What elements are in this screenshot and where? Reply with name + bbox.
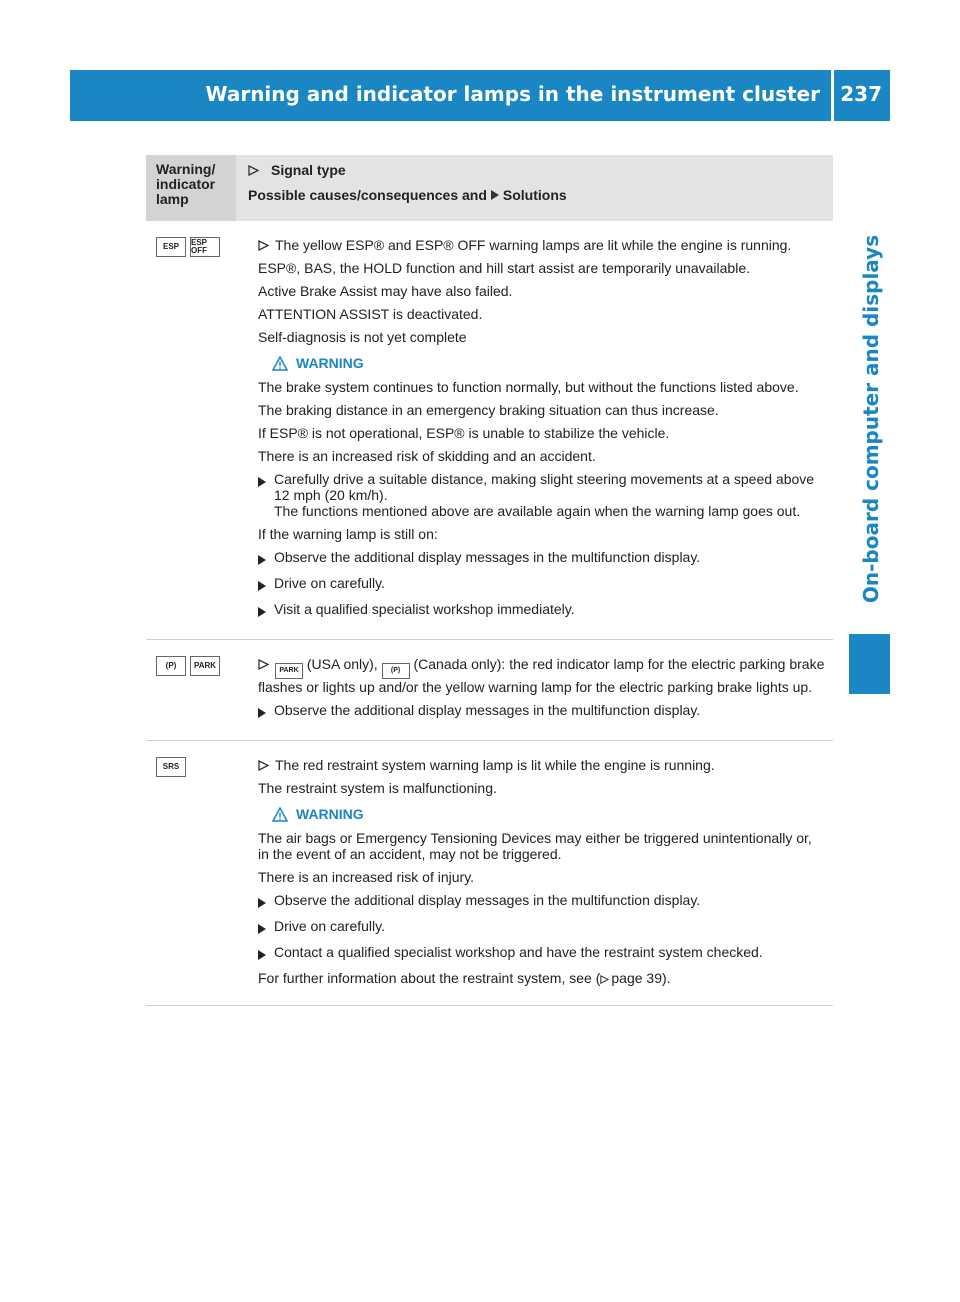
- solution-step: [258, 892, 825, 911]
- warning-text: If ESP® is not operational, ESP® is unable to stabilize the vehicle.: [258, 425, 670, 441]
- parking-brake-canada-icon: (P): [156, 656, 186, 676]
- table-row: [146, 741, 833, 1006]
- table-row: [146, 221, 833, 640]
- signal-text-a: (USA only),: [306, 656, 378, 672]
- signal-triangle-icon: [258, 240, 269, 251]
- side-section-tab: [853, 211, 890, 626]
- warning-label: WARNING: [296, 355, 364, 371]
- reference-suffix: ).: [661, 970, 671, 986]
- esp-lamp-icon: ESP: [156, 237, 186, 257]
- cause-text: Self-diagnosis is not yet complete: [258, 329, 467, 345]
- solution-step: [258, 575, 825, 594]
- cause-text: ESP®, BAS, the HOLD function and hill start assist are temporarily unavailable.: [258, 260, 750, 276]
- warning-label: WARNING: [296, 806, 364, 822]
- step-arrow-icon: [258, 924, 266, 934]
- warning-text: The air bags or Emergency Tensioning Devices may either be triggered unintentionally or, in the event of an accident, may not be triggered.: [258, 830, 812, 862]
- reference-text: [258, 970, 825, 986]
- cause-text: The restraint system is malfunctioning.: [258, 780, 497, 796]
- step-arrow-icon: [258, 708, 266, 718]
- lamp-icons: [146, 757, 246, 993]
- solution-step: [258, 918, 825, 937]
- signal-triangle-icon: [258, 760, 269, 771]
- table-row: [146, 640, 833, 741]
- solution-arrow-icon: [491, 190, 499, 200]
- chapter-title: Warning and indicator lamps in the instrument cluster: [205, 82, 820, 106]
- parking-brake-inline-icon: (P): [382, 663, 410, 679]
- step-arrow-icon: [258, 581, 266, 591]
- step-text: Drive on carefully.: [274, 575, 386, 591]
- side-section-label: On-board computer and displays: [859, 234, 884, 603]
- park-inline-icon: PARK: [275, 663, 303, 679]
- signal-triangle-icon: [248, 165, 259, 176]
- warning-triangle-icon: [272, 807, 288, 822]
- cause-text: Active Brake Assist may have also failed.: [258, 283, 513, 299]
- warning-lamp-table: [146, 155, 833, 1006]
- row-content: [246, 656, 833, 728]
- header-signal-type: Signal type: [271, 162, 346, 178]
- warning-text: There is an increased risk of skidding and an accident.: [258, 448, 596, 464]
- signal-triangle-icon: [258, 659, 269, 670]
- solution-step: [258, 549, 825, 568]
- lamp-icons: [146, 656, 246, 728]
- step-text: Carefully drive a suitable distance, making slight steering movements at a speed above 12 mph (20 km/h).: [274, 471, 815, 503]
- header-solutions: Solutions: [502, 187, 567, 203]
- header-lamp-column: Warning/ indicator lamp: [146, 155, 236, 221]
- row-content: [246, 757, 833, 993]
- warning-text: The brake system continues to function normally, but without the functions listed above.: [258, 379, 799, 395]
- page-reference-link[interactable]: page 39: [611, 970, 662, 986]
- step-continuation: The functions mentioned above are available again when the warning lamp goes out.: [274, 503, 801, 519]
- signal-text: The yellow ESP® and ESP® OFF warning lamps are lit while the engine is running.: [275, 237, 792, 253]
- reference-prefix: For further information about the restraint system, see (: [258, 970, 601, 986]
- warning-triangle-icon: [272, 356, 288, 371]
- warning-text: The braking distance in an emergency braking situation can thus increase.: [258, 402, 719, 418]
- table-header: [146, 155, 833, 221]
- solution-step: [258, 601, 825, 620]
- header-causes: Possible causes/consequences and: [248, 187, 487, 203]
- step-text: Observe the additional display messages in the multifunction display.: [274, 892, 701, 908]
- signal-text-b: (Canada only): the red indicator lamp for the electric parking brake flashes or lights up and/or the yellow warning lamp for the electric parking brake lights up.: [258, 656, 825, 695]
- solution-step: [258, 471, 825, 519]
- step-arrow-icon: [258, 477, 266, 487]
- page-number: 237: [840, 82, 882, 106]
- step-arrow-icon: [258, 898, 266, 908]
- solution-step: [258, 702, 825, 721]
- header-bar: [70, 70, 890, 121]
- step-text: Observe the additional display messages in the multifunction display.: [274, 702, 701, 718]
- restraint-system-lamp-icon: SRS: [156, 757, 186, 777]
- header-separator: [831, 70, 834, 121]
- signal-text: The red restraint system warning lamp is lit while the engine is running.: [275, 757, 715, 773]
- lamp-icons: [146, 237, 246, 627]
- warning-heading: [272, 355, 825, 371]
- step-text: Visit a qualified specialist workshop immediately.: [274, 601, 575, 617]
- step-arrow-icon: [258, 607, 266, 617]
- park-lamp-icon: PARK: [190, 656, 220, 676]
- step-arrow-icon: [258, 950, 266, 960]
- solution-step: [258, 944, 825, 963]
- header-signal-column: [236, 155, 833, 221]
- row-content: [246, 237, 833, 627]
- side-tab-block: [849, 634, 890, 694]
- warning-heading: [272, 806, 825, 822]
- cause-text: ATTENTION ASSIST is deactivated.: [258, 306, 483, 322]
- page-ref-triangle-icon: [600, 975, 609, 984]
- condition-text: If the warning lamp is still on:: [258, 526, 438, 542]
- step-text: Drive on carefully.: [274, 918, 386, 934]
- esp-off-lamp-icon: ESP OFF: [190, 237, 220, 257]
- step-text: Observe the additional display messages in the multifunction display.: [274, 549, 701, 565]
- step-text: Contact a qualified specialist workshop and have the restraint system checked.: [274, 944, 763, 960]
- step-arrow-icon: [258, 555, 266, 565]
- warning-text: There is an increased risk of injury.: [258, 869, 475, 885]
